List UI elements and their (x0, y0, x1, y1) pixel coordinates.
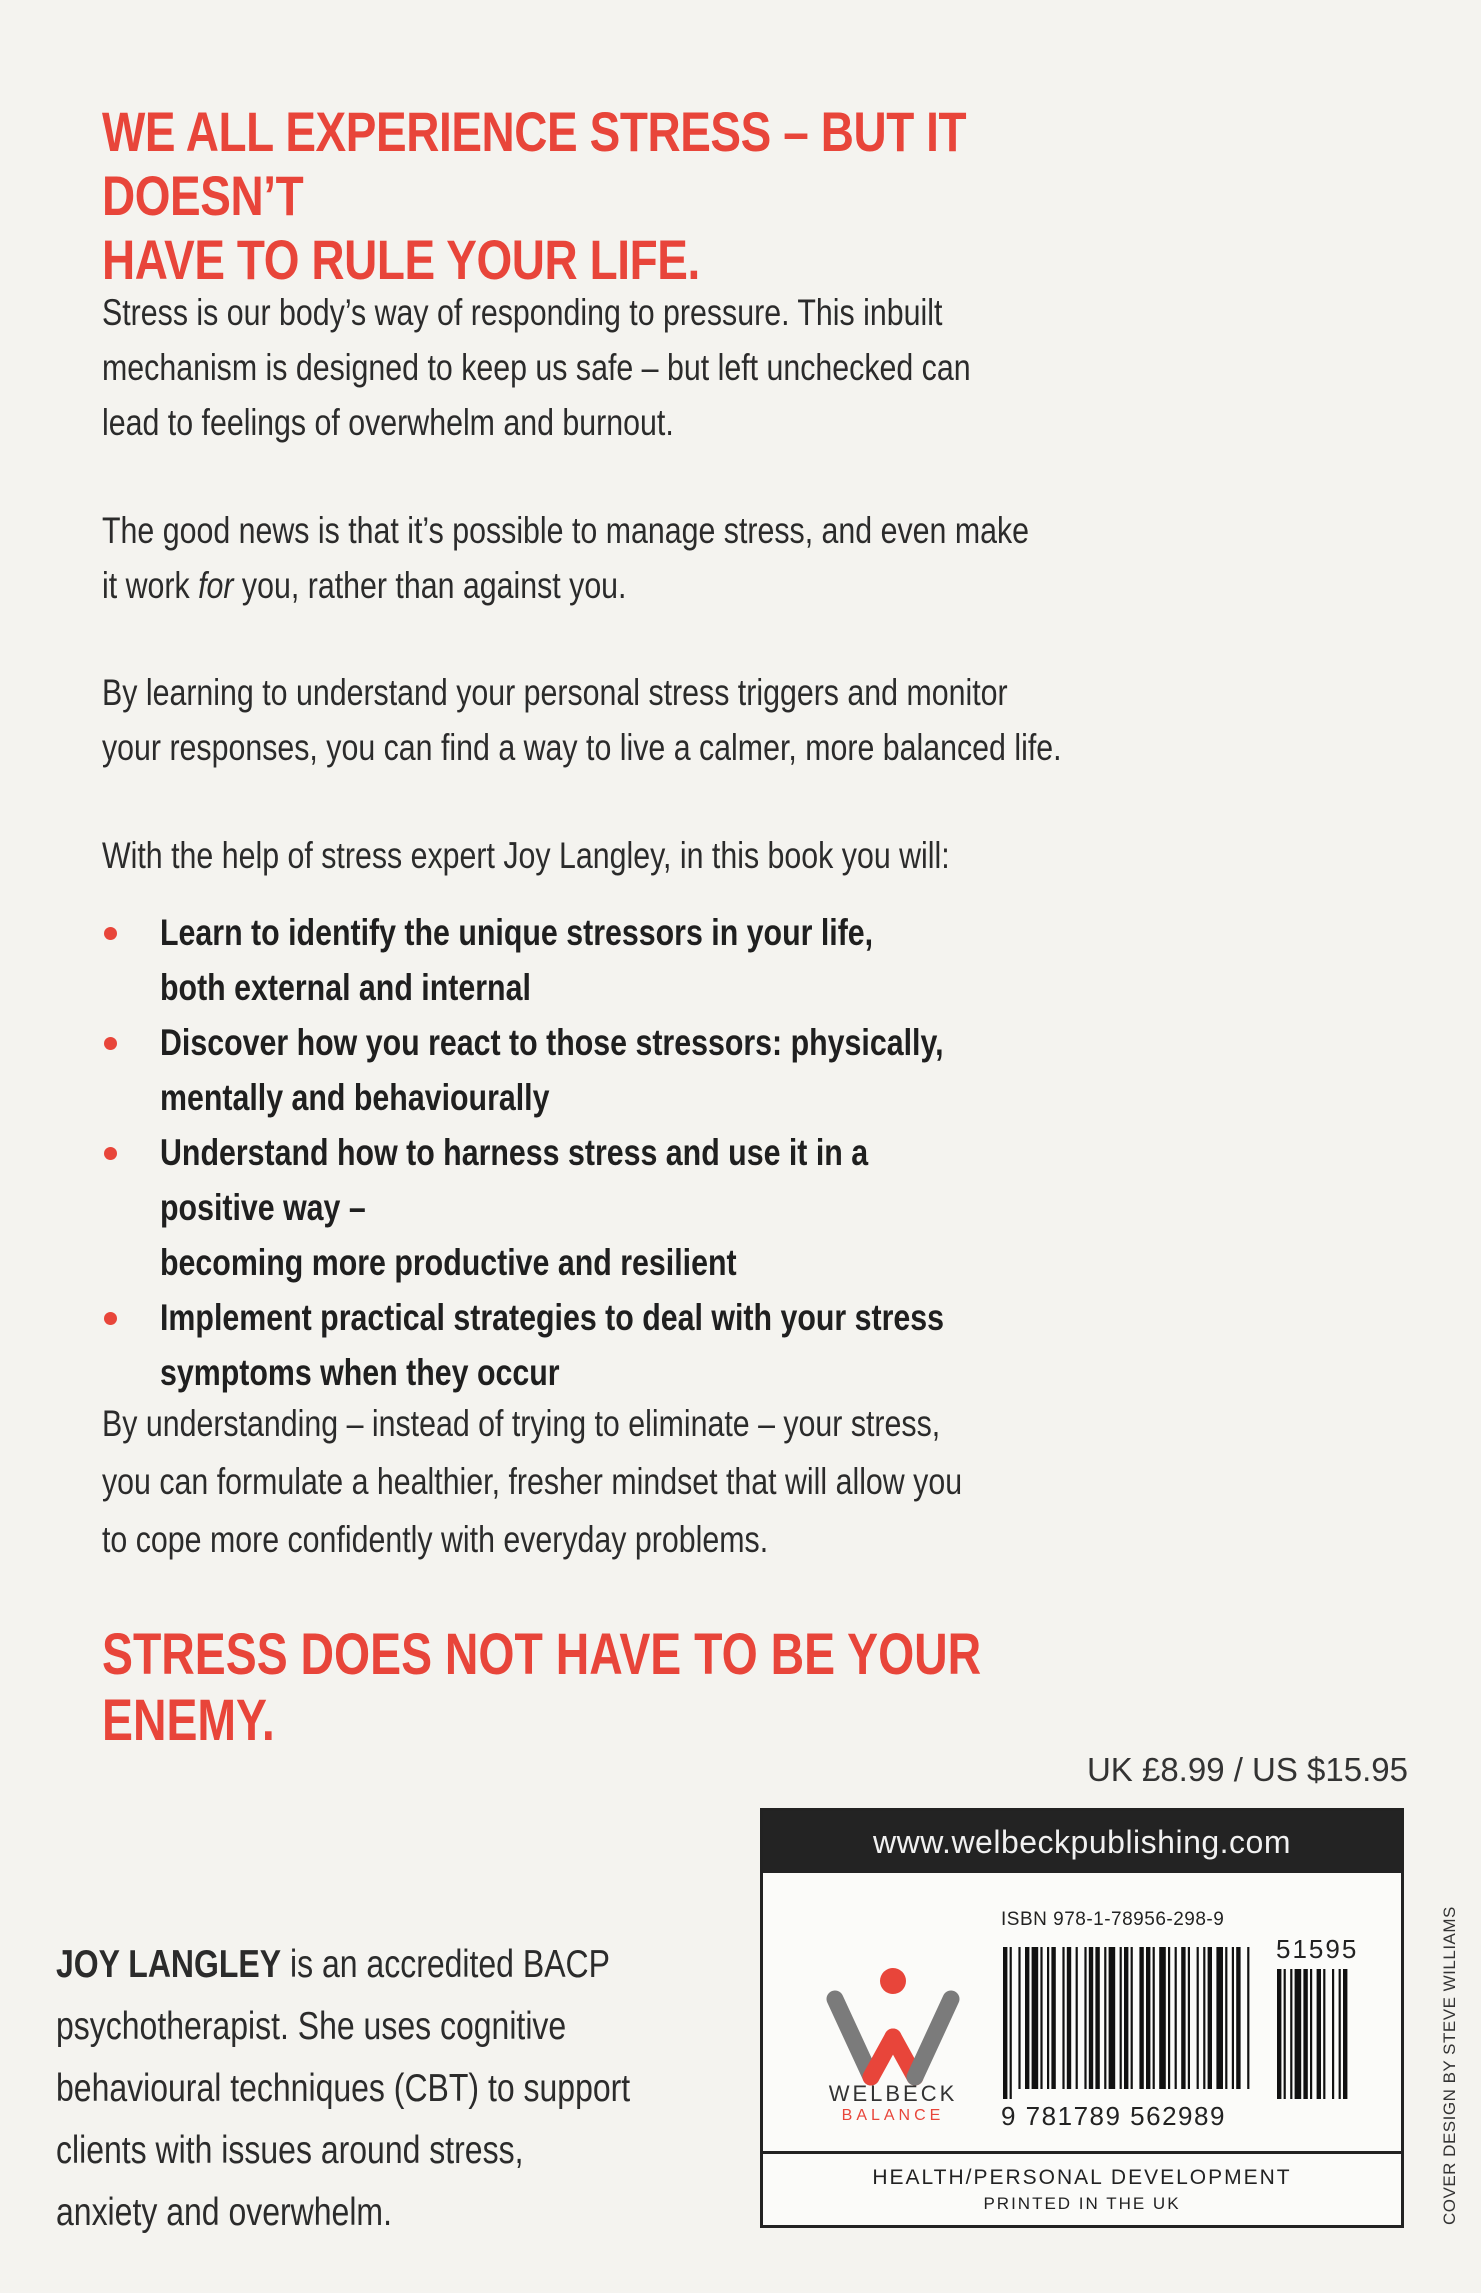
bio-line-1: is an accredited BACP (281, 1943, 610, 1986)
closing-paragraph (102, 1395, 1086, 1569)
welbeck-logo-icon (823, 1959, 963, 2159)
bullet-dot-icon (104, 1037, 117, 1050)
bio-line-4: clients with issues around stress, (56, 2129, 524, 2172)
learning-line-2: your responses, you can find a way to live a calmer, more balanced life. (102, 727, 1062, 768)
good-news-line-1: The good news is that it’s possible to manage stress, and even make (102, 510, 1030, 551)
list-item: Discover how you react to those stressors: physically, mentally and behaviourally (102, 1015, 1302, 1125)
headline-line-1: WE ALL EXPERIENCE STRESS – BUT IT DOESN’T (102, 100, 967, 227)
bullet-dot-icon (104, 1147, 117, 1160)
closing-line-3: to cope more confidently with everyday problems. (102, 1519, 769, 1560)
good-news-emphasis: for (198, 565, 234, 606)
intro-line-3: lead to feelings of overwhelm and burnout. (102, 402, 674, 443)
printed-label: PRINTED IN THE UK (983, 2194, 1181, 2213)
closing-line-2: you can formulate a healthier, fresher mindset that will allow you (102, 1461, 963, 1502)
author-bio (56, 1934, 646, 2244)
barcode-panel (760, 1808, 1404, 2228)
tagline: STRESS DOES NOT HAVE TO BE YOUR ENEMY. (102, 1622, 982, 1753)
category-label: HEALTH/PERSONAL DEVELOPMENT (872, 2166, 1292, 2189)
logo-subtitle: BALANCE (841, 2107, 945, 2124)
list-item: Understand how to harness stress and use it in a positive way – becoming more productive and resilient (102, 1125, 1302, 1290)
intro-line-1: Stress is our body’s way of responding to pressure. This inbuilt (102, 292, 943, 333)
intro-paragraph (102, 285, 1086, 450)
headline-line-2: HAVE TO RULE YOUR LIFE. (102, 228, 700, 291)
price-label: UK £8.99 / US $15.95 (1086, 1751, 1408, 1788)
intro-line-2: mechanism is designed to keep us safe – but left unchecked can (102, 347, 971, 388)
bio-line-2: psychotherapist. She uses cognitive (56, 2005, 567, 2048)
good-news-line-2a: it work (102, 565, 199, 606)
learning-paragraph (102, 665, 1086, 775)
barcode-addon-number: 51595 (1276, 1934, 1359, 1964)
learning-line-1: By learning to understand your personal stress triggers and monitor (102, 672, 1008, 713)
intro-to-list: With the help of stress expert Joy Langley, in this book you will: (102, 835, 950, 876)
bio-line-5: anxiety and overwhelm. (56, 2191, 392, 2234)
good-news-paragraph (102, 503, 1086, 613)
closing-line-1: By understanding – instead of trying to eliminate – your stress, (102, 1403, 941, 1444)
cover-credit: COVER DESIGN BY STEVE WILLIAMS (1440, 1906, 1459, 2225)
bio-line-3: behavioural techniques (CBT) to support (56, 2067, 631, 2110)
logo-wordmark: WELBECK (828, 2081, 958, 2106)
headline (102, 100, 1053, 292)
bullet-dot-icon (104, 1312, 117, 1325)
barcode-ean-number: 9 781789 562989 (1001, 2101, 1226, 2131)
category-box (763, 2151, 1401, 2228)
bullet-dot-icon (104, 927, 117, 940)
isbn-number: ISBN 978-1-78956-298-9 (1001, 1909, 1225, 1930)
list-item: Implement practical strategies to deal with your stress symptoms when they occur (102, 1290, 1302, 1400)
good-news-line-2b: you, rather than against you. (233, 565, 627, 606)
author-name: JOY LANGLEY (56, 1943, 282, 1986)
publisher-url[interactable]: www.welbeckpublishing.com (763, 1811, 1401, 1873)
benefits-list (102, 905, 1302, 1400)
list-item: Learn to identify the unique stressors in your life, both external and internal (102, 905, 1302, 1015)
